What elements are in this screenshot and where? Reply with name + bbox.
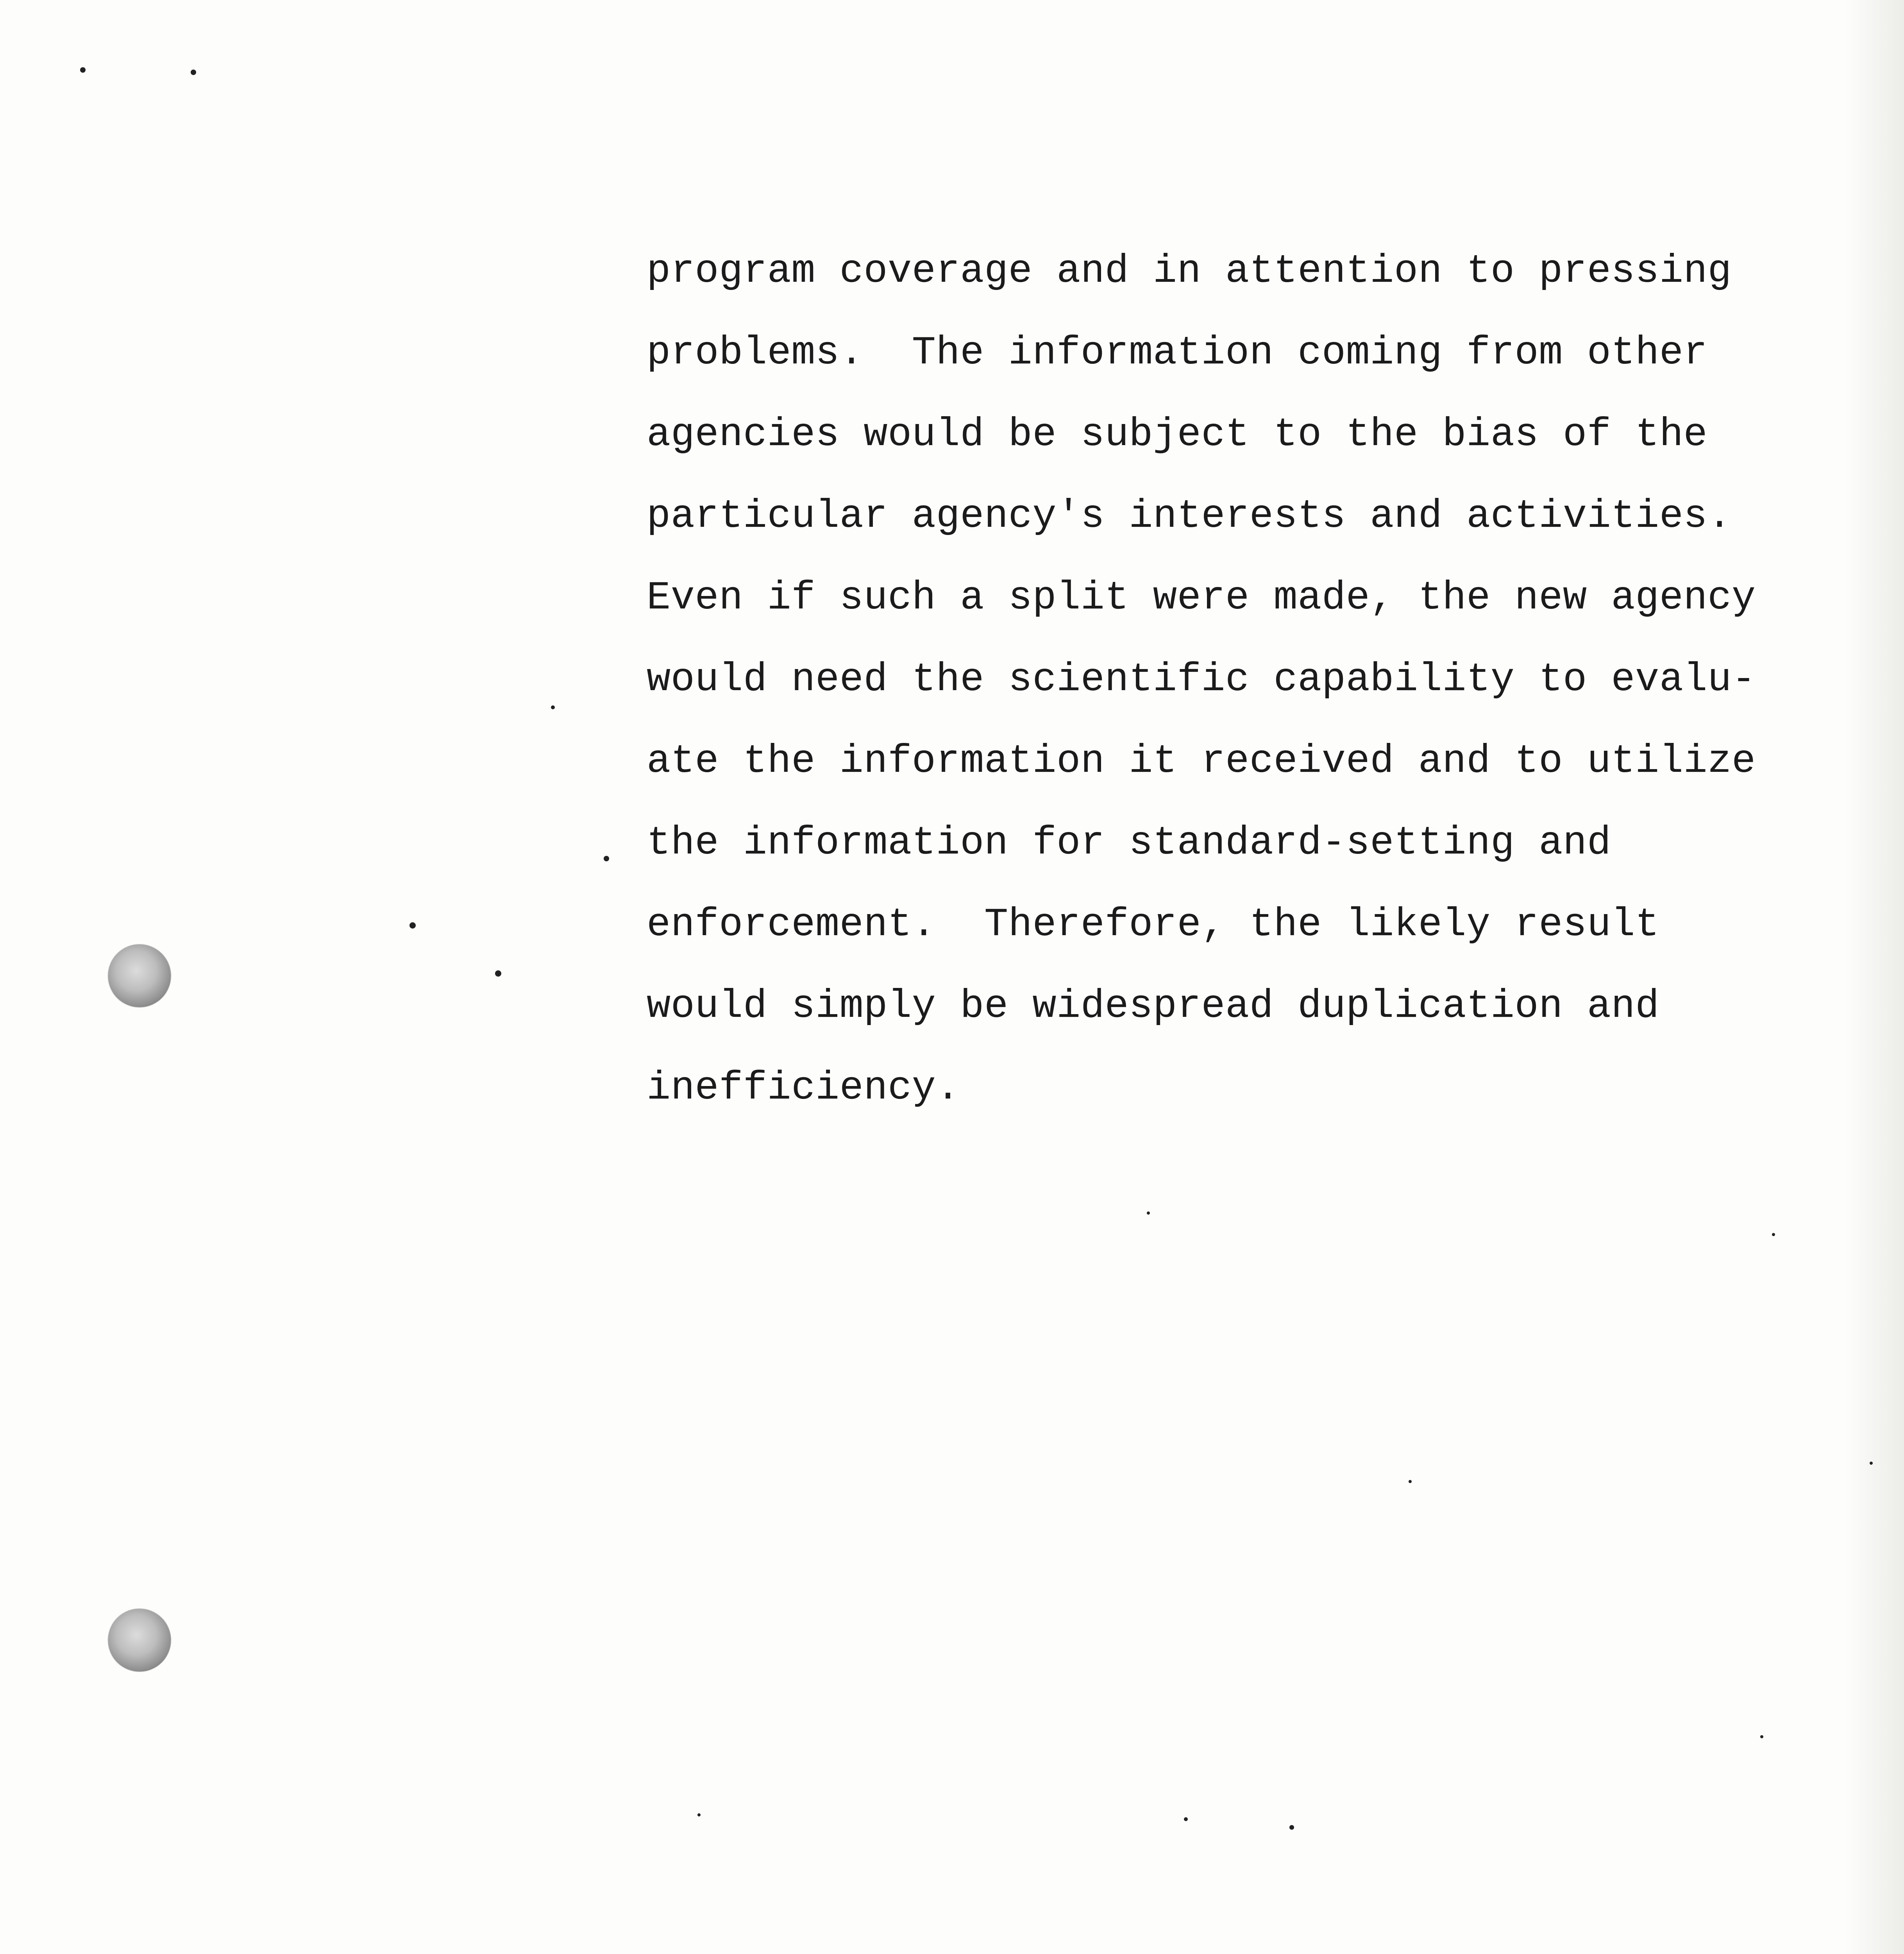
text-line: enforcement. Therefore, the likely result (647, 902, 1659, 947)
punch-hole-icon (108, 1609, 171, 1671)
page-edge-shadow (1845, 0, 1904, 1954)
scan-speck (1289, 1825, 1294, 1830)
text-line: the information for standard-setting and (647, 820, 1611, 866)
scan-speck (1409, 1480, 1412, 1483)
scan-speck (191, 70, 196, 75)
text-line: would need the scientific capability to evalu- (647, 657, 1756, 702)
scan-speck (80, 67, 86, 73)
text-line: problems. The information coming from other (647, 330, 1708, 376)
typewritten-paragraph (647, 231, 1780, 1129)
scan-speck (604, 856, 609, 861)
text-line: program coverage and in attention to pressing (647, 249, 1732, 294)
text-line: inefficiency. (647, 1065, 960, 1111)
scan-speck (551, 705, 555, 709)
text-line: agencies would be subject to the bias of the (647, 412, 1708, 457)
scan-speck (697, 1813, 701, 1816)
scan-speck (495, 970, 501, 977)
text-line: ate the information it received and to utilize (647, 739, 1756, 784)
punch-hole-icon (108, 945, 171, 1007)
scan-speck (409, 922, 416, 929)
scan-speck (1870, 1462, 1873, 1465)
scan-speck (1772, 1233, 1775, 1236)
scan-speck (1184, 1817, 1188, 1821)
scan-speck (1147, 1211, 1150, 1215)
text-line: would simply be widespread duplication and (647, 984, 1659, 1029)
scan-speck (1760, 1735, 1763, 1738)
text-line: Even if such a split were made, the new agency (647, 575, 1756, 621)
text-line: particular agency's interests and activities. (647, 494, 1732, 539)
